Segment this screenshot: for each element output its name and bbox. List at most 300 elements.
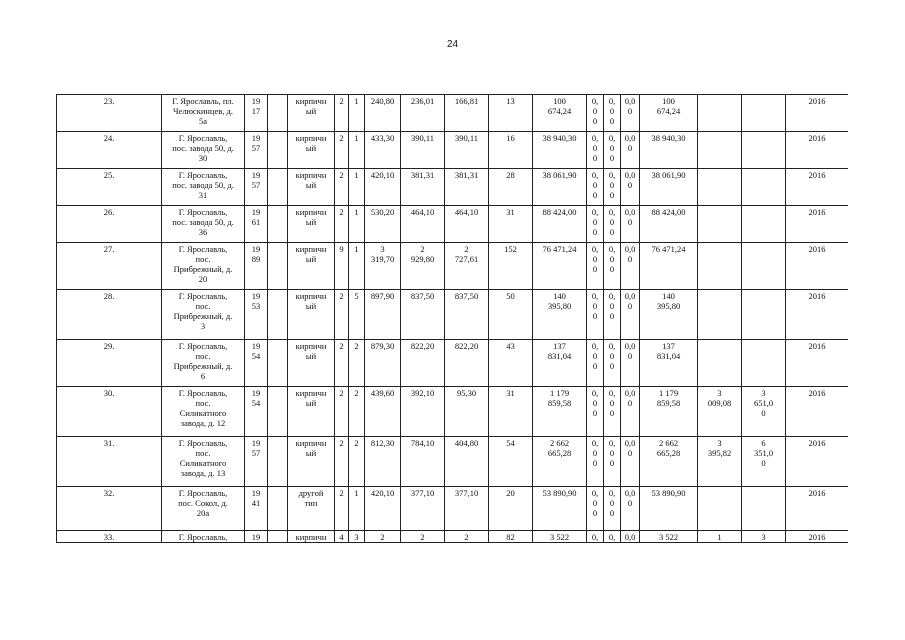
cell-line: 16	[506, 133, 515, 143]
cell-line: 19	[251, 207, 261, 217]
cell-line: 3	[761, 532, 766, 542]
cell-line: 29.	[103, 341, 115, 351]
cell-line: 0	[592, 361, 598, 371]
cell-line: 0,	[591, 532, 599, 542]
wall-material-cell	[288, 206, 335, 243]
cell-line: 140	[553, 291, 566, 301]
wall-material-cell	[288, 437, 335, 487]
address-cell	[162, 487, 245, 531]
housing-table-container	[56, 94, 848, 544]
cell-line: 0	[609, 458, 615, 468]
limit-cost-cell	[742, 290, 786, 340]
residents-cell	[489, 206, 533, 243]
cell-line: кирпичн	[295, 244, 327, 254]
cell-line: 1	[354, 96, 359, 106]
cell-line: 395,80	[547, 301, 572, 311]
row-number-cell	[57, 387, 162, 437]
cell-line: 404,80	[454, 438, 479, 448]
cell-line: 0	[627, 398, 633, 408]
cell-line: 0,0	[624, 291, 636, 301]
fund-share-cell-2	[604, 437, 621, 487]
cell-line: кирпичн	[295, 532, 327, 542]
cell-line: 665,28	[547, 448, 572, 458]
cell-line: кирпичн	[295, 96, 327, 106]
cell-line: 0,	[591, 291, 599, 301]
cell-line: 0,	[591, 170, 599, 180]
cell-line: 0	[592, 227, 598, 237]
cell-line: 2	[464, 532, 469, 542]
cell-line: 439,60	[370, 388, 395, 398]
cell-line: 2	[420, 532, 425, 542]
row-number-cell	[57, 206, 162, 243]
build-year-cell	[245, 132, 268, 169]
address-cell	[162, 243, 245, 290]
build-year-cell	[245, 531, 268, 543]
cell-line: 2	[380, 532, 385, 542]
cell-line: 6	[761, 438, 766, 448]
cell-line: 0,	[608, 488, 616, 498]
table-row	[57, 169, 849, 206]
table-row	[57, 290, 849, 340]
page-number: 24	[446, 39, 459, 50]
floors-cell	[335, 243, 349, 290]
cell-line: 0	[609, 301, 615, 311]
cell-line: 0	[609, 106, 615, 116]
blank-cell	[268, 487, 288, 531]
cell-line: 0,	[608, 438, 616, 448]
specific-cost-cell	[698, 437, 742, 487]
cell-line: Г. Ярославль,	[178, 244, 228, 254]
fund-share-cell-1	[587, 487, 604, 531]
cell-line: 0,	[591, 244, 599, 254]
blank-cell	[268, 531, 288, 543]
cell-line: 2016	[808, 244, 826, 254]
cell-line: 822,20	[410, 341, 435, 351]
cell-line: ый	[305, 180, 317, 190]
cell-line: 76 471,24	[542, 244, 577, 254]
floors-cell	[335, 531, 349, 543]
entrances-cell	[349, 290, 365, 340]
cell-line: 0	[592, 508, 598, 518]
cell-line: 0	[609, 180, 615, 190]
fund-share-cell-2	[604, 243, 621, 290]
cell-line: завода, д. 12	[180, 418, 226, 428]
cell-line: 2016	[808, 207, 826, 217]
entrances-cell	[349, 340, 365, 387]
cell-line: 50	[506, 291, 515, 301]
fund-share-cell-1	[587, 132, 604, 169]
cell-line: 1	[354, 133, 359, 143]
wall-material-cell	[288, 290, 335, 340]
address-cell	[162, 95, 245, 132]
cell-line: 0,	[591, 438, 599, 448]
planned-year-cell	[786, 206, 849, 243]
budget-cost-cell	[640, 340, 698, 387]
cell-line: 0	[609, 227, 615, 237]
cell-line: 0,0	[624, 388, 636, 398]
floors-cell	[335, 290, 349, 340]
cell-line: пос. завода 50, д.	[172, 217, 234, 227]
budget-cost-cell	[640, 531, 698, 543]
specific-cost-cell	[698, 387, 742, 437]
cell-line: 0,	[591, 341, 599, 351]
floors-cell	[335, 95, 349, 132]
build-year-cell	[245, 206, 268, 243]
address-cell	[162, 132, 245, 169]
living-area-cell	[401, 243, 445, 290]
residential-area-cell	[445, 290, 489, 340]
budget-cost-cell	[640, 95, 698, 132]
cell-line: 38 061,90	[542, 170, 577, 180]
cell-line: 140	[662, 291, 675, 301]
residents-cell	[489, 132, 533, 169]
cell-line: 31	[506, 388, 515, 398]
cell-line: 19	[251, 388, 261, 398]
cell-line: пос.	[195, 398, 211, 408]
table-row	[57, 340, 849, 387]
entrances-cell	[349, 132, 365, 169]
cell-line: 651,0	[753, 398, 774, 408]
floors-cell	[335, 437, 349, 487]
cell-line: 137	[662, 341, 675, 351]
cell-line: 0,0	[624, 244, 636, 254]
fund-share-cell-1	[587, 169, 604, 206]
cell-line: 89	[251, 254, 261, 264]
cell-line: 395,80	[656, 301, 681, 311]
residents-cell	[489, 340, 533, 387]
planned-year-cell	[786, 132, 849, 169]
living-area-cell	[401, 290, 445, 340]
cell-line: 53	[251, 301, 261, 311]
cell-line: 0,0	[624, 133, 636, 143]
fund-share-cell-3	[621, 531, 640, 543]
cell-line: 2	[339, 388, 344, 398]
cell-line: 3	[354, 532, 359, 542]
specific-cost-cell	[698, 243, 742, 290]
blank-cell	[268, 132, 288, 169]
fund-share-cell-3	[621, 132, 640, 169]
fund-share-cell-2	[604, 132, 621, 169]
cell-line: 381,31	[410, 170, 435, 180]
cell-line: 009,08	[707, 398, 732, 408]
floors-cell	[335, 206, 349, 243]
total-area-cell	[365, 531, 401, 543]
cell-line: пос.	[195, 351, 211, 361]
living-area-cell	[401, 487, 445, 531]
fund-share-cell-1	[587, 387, 604, 437]
living-area-cell	[401, 437, 445, 487]
cell-line: 831,04	[656, 351, 681, 361]
address-cell	[162, 340, 245, 387]
table-row	[57, 95, 849, 132]
cell-line: Г. Ярославль,	[178, 207, 228, 217]
fund-share-cell-3	[621, 206, 640, 243]
cell-line: 38 940,30	[542, 133, 577, 143]
build-year-cell	[245, 387, 268, 437]
cell-line: 20а	[196, 508, 210, 518]
specific-cost-cell	[698, 531, 742, 543]
build-year-cell	[245, 290, 268, 340]
cell-line: 0,	[591, 133, 599, 143]
floors-cell	[335, 169, 349, 206]
cell-line: 0	[592, 180, 598, 190]
cell-line: Г. Ярославль,	[178, 133, 228, 143]
cell-line: 3 522	[549, 532, 570, 542]
fund-share-cell-3	[621, 340, 640, 387]
housing-table	[56, 94, 848, 543]
residents-cell	[489, 487, 533, 531]
cell-line: кирпичн	[295, 388, 327, 398]
cell-line: 665,28	[656, 448, 681, 458]
specific-cost-cell	[698, 95, 742, 132]
table-row	[57, 437, 849, 487]
blank-cell	[268, 206, 288, 243]
budget-cost-cell	[640, 437, 698, 487]
cell-line: Г. Ярославль,	[178, 388, 228, 398]
cell-line: 822,20	[454, 341, 479, 351]
cell-line: 0	[592, 448, 598, 458]
cell-line: ый	[305, 398, 317, 408]
cell-line: 3	[717, 388, 722, 398]
cell-line: 4	[339, 532, 344, 542]
cell-line: 2 662	[658, 438, 679, 448]
cell-line: 24.	[103, 133, 115, 143]
cell-line: 3 522	[658, 532, 679, 542]
total-cost-cell	[533, 169, 587, 206]
cell-line: 0	[609, 498, 615, 508]
cell-line: 1	[354, 170, 359, 180]
cell-line: 2	[339, 438, 344, 448]
entrances-cell	[349, 169, 365, 206]
fund-share-cell-2	[604, 95, 621, 132]
cell-line: 0	[761, 408, 766, 418]
cell-line: Г. Ярославль,	[178, 170, 228, 180]
cell-line: 0	[592, 458, 598, 468]
cell-line: 54	[251, 398, 261, 408]
specific-cost-cell	[698, 290, 742, 340]
fund-share-cell-3	[621, 95, 640, 132]
cell-line: 0	[592, 217, 598, 227]
cell-line: 2	[339, 341, 344, 351]
cell-line: 3	[717, 438, 722, 448]
cell-line: 0,	[608, 532, 616, 542]
planned-year-cell	[786, 169, 849, 206]
cell-line: кирпичн	[295, 291, 327, 301]
fund-share-cell-1	[587, 290, 604, 340]
cell-line: 464,10	[454, 207, 479, 217]
cell-line: кирпичн	[295, 133, 327, 143]
cell-line: Прибрежный, д.	[173, 311, 233, 321]
build-year-cell	[245, 243, 268, 290]
cell-line: 1 179	[658, 388, 679, 398]
address-cell	[162, 531, 245, 543]
cell-line: 0,	[608, 244, 616, 254]
address-cell	[162, 290, 245, 340]
residential-area-cell	[445, 132, 489, 169]
cell-line: 2	[464, 244, 469, 254]
fund-share-cell-2	[604, 487, 621, 531]
address-cell	[162, 437, 245, 487]
cell-line: 0	[627, 180, 633, 190]
residents-cell	[489, 95, 533, 132]
cell-line: 2016	[808, 341, 826, 351]
cell-line: 57	[251, 143, 261, 153]
wall-material-cell	[288, 487, 335, 531]
limit-cost-cell	[742, 95, 786, 132]
cell-line: 2	[354, 388, 359, 398]
table-body	[57, 95, 849, 543]
cell-line: 0	[592, 351, 598, 361]
wall-material-cell	[288, 387, 335, 437]
cell-line: 13	[506, 96, 515, 106]
cell-line: 0,0	[624, 96, 636, 106]
cell-line: 0,0	[624, 532, 636, 542]
entrances-cell	[349, 387, 365, 437]
wall-material-cell	[288, 95, 335, 132]
living-area-cell	[401, 132, 445, 169]
cell-line: 0	[592, 301, 598, 311]
entrances-cell	[349, 243, 365, 290]
cell-line: 2	[420, 244, 425, 254]
cell-line: 19	[251, 133, 261, 143]
living-area-cell	[401, 387, 445, 437]
blank-cell	[268, 387, 288, 437]
cell-line: 236,01	[410, 96, 435, 106]
cell-line: 19	[251, 96, 261, 106]
cell-line: 95,30	[456, 388, 477, 398]
cell-line: 0,0	[624, 207, 636, 217]
fund-share-cell-1	[587, 95, 604, 132]
cell-line: 433,30	[370, 133, 395, 143]
cell-line: 351,0	[753, 448, 774, 458]
residential-area-cell	[445, 169, 489, 206]
cell-line: 0	[592, 153, 598, 163]
cell-line: 0	[609, 143, 615, 153]
entrances-cell	[349, 95, 365, 132]
address-cell	[162, 387, 245, 437]
cell-line: 0	[609, 254, 615, 264]
cell-line: 0,	[608, 133, 616, 143]
cell-line: 31.	[103, 438, 115, 448]
cell-line: 20	[506, 488, 515, 498]
cell-line: 0	[761, 458, 766, 468]
fund-share-cell-2	[604, 206, 621, 243]
total-area-cell	[365, 290, 401, 340]
blank-cell	[268, 437, 288, 487]
total-cost-cell	[533, 95, 587, 132]
cell-line: ый	[305, 351, 317, 361]
cell-line: пос.	[195, 301, 211, 311]
cell-line: Силикатного	[179, 408, 227, 418]
budget-cost-cell	[640, 206, 698, 243]
residential-area-cell	[445, 243, 489, 290]
cell-line: 0	[592, 498, 598, 508]
cell-line: 0	[609, 116, 615, 126]
fund-share-cell-1	[587, 243, 604, 290]
cell-line: 137	[553, 341, 566, 351]
cell-line: 38 061,90	[651, 170, 686, 180]
cell-line: 6	[200, 371, 206, 381]
build-year-cell	[245, 437, 268, 487]
total-area-cell	[365, 487, 401, 531]
cell-line: 2	[354, 341, 359, 351]
total-cost-cell	[533, 132, 587, 169]
cell-line: другой	[298, 488, 324, 498]
cell-line: 0	[609, 448, 615, 458]
cell-line: 530,20	[370, 207, 395, 217]
row-number-cell	[57, 437, 162, 487]
total-cost-cell	[533, 290, 587, 340]
cell-line: Прибрежный, д.	[173, 361, 233, 371]
planned-year-cell	[786, 290, 849, 340]
cell-line: пос. завода 50, д.	[172, 143, 234, 153]
fund-share-cell-2	[604, 169, 621, 206]
cell-line: 0,	[591, 388, 599, 398]
residential-area-cell	[445, 206, 489, 243]
living-area-cell	[401, 169, 445, 206]
residential-area-cell	[445, 95, 489, 132]
cell-line: 82	[506, 532, 515, 542]
cell-line: 390,11	[454, 133, 479, 143]
cell-line: 76 471,24	[651, 244, 686, 254]
specific-cost-cell	[698, 169, 742, 206]
cell-line: 0,	[591, 96, 599, 106]
cell-line: 19	[251, 170, 261, 180]
cell-line: 9	[339, 244, 344, 254]
limit-cost-cell	[742, 169, 786, 206]
address-cell	[162, 169, 245, 206]
cell-line: 1 179	[549, 388, 570, 398]
cell-line: 53 890,90	[542, 488, 577, 498]
cell-line: 837,50	[410, 291, 435, 301]
cell-line: ый	[305, 217, 317, 227]
cell-line: 20	[198, 274, 208, 284]
cell-line: 897,90	[370, 291, 395, 301]
cell-line: 0	[627, 254, 633, 264]
planned-year-cell	[786, 531, 849, 543]
cell-line: 0,0	[624, 438, 636, 448]
cell-line: 3	[200, 321, 206, 331]
cell-line: 377,10	[454, 488, 479, 498]
limit-cost-cell	[742, 437, 786, 487]
cell-line: Г. Ярославль,	[178, 341, 228, 351]
limit-cost-cell	[742, 387, 786, 437]
residents-cell	[489, 437, 533, 487]
cell-line: 2016	[808, 488, 826, 498]
residents-cell	[489, 243, 533, 290]
cell-line: 57	[251, 180, 261, 190]
cell-line: 0,	[591, 488, 599, 498]
cell-line: 2016	[808, 532, 826, 542]
cell-line: 390,11	[410, 133, 435, 143]
cell-line: 837,50	[454, 291, 479, 301]
cell-line: 879,30	[370, 341, 395, 351]
cell-line: 5а	[198, 116, 208, 126]
cell-line: ый	[305, 254, 317, 264]
cell-line: 88 424,00	[651, 207, 686, 217]
residents-cell	[489, 169, 533, 206]
cell-line: Силикатного	[179, 458, 227, 468]
planned-year-cell	[786, 487, 849, 531]
cell-line: 812,30	[370, 438, 395, 448]
residents-cell	[489, 290, 533, 340]
budget-cost-cell	[640, 290, 698, 340]
table-row	[57, 487, 849, 531]
cell-line: 2016	[808, 291, 826, 301]
cell-line: 0	[609, 190, 615, 200]
cell-line: 54	[506, 438, 515, 448]
cell-line: 1	[717, 532, 722, 542]
